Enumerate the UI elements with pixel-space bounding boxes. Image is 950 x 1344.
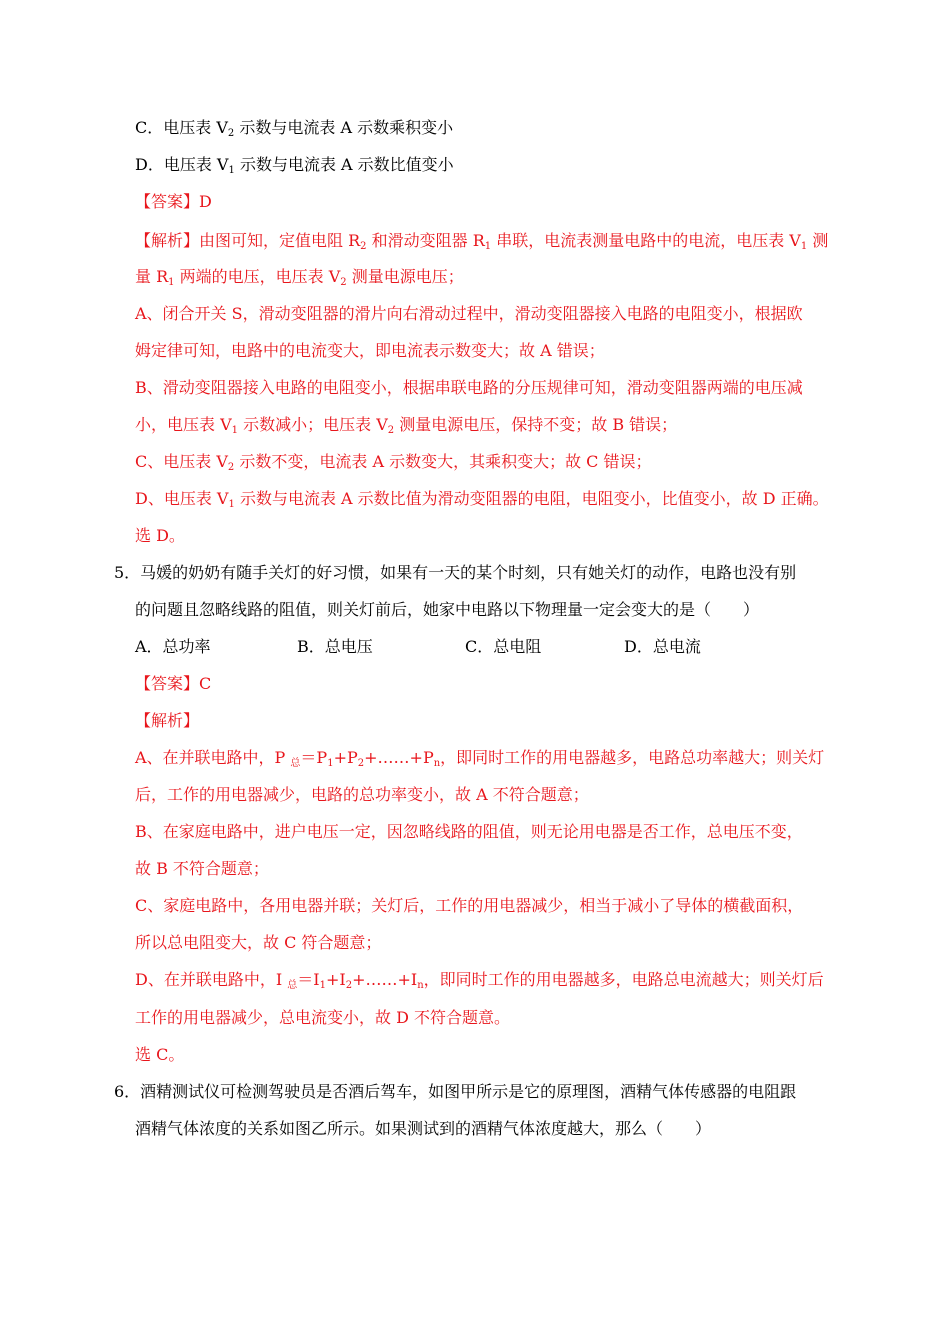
q4-analysis-line-8: D、电压表 $V_1$ 示数与电流表 A 示数比值为滑动变阻器的电阻，电阻变小，比值变小，故 D 正确。	[135, 489, 829, 510]
q6-stem-line-2: 酒精气体浓度的关系如图乙所示。如果测试到的酒精气体浓度越大，那么（ ）	[135, 1119, 712, 1138]
q5-analysis-line-1: A、在并联电路中，P $_总=P_1+P_2+\dots\dots+P_n$，即同时工作的用电器越多，电路总功率越大；则关灯	[135, 748, 825, 769]
q6-stem-line-1: 6．酒精测试仪可检测驾驶员是否酒后驾车，如图甲所示是它的原理图，酒精气体传感器的电阻跟	[114, 1082, 797, 1101]
q4-analysis-line-6: 小，电压表 $V_1$ 示数减小；电压表 $V_2$ 测量电源电压，保持不变；故 B 错误；	[135, 415, 678, 436]
q5-conclusion: 选 C。	[135, 1045, 185, 1064]
q5-analysis-line-3: B、在家庭电路中，进户电压一定，因忽略线路的阻值，则无论用电器是否工作，总电压不变，	[135, 822, 803, 841]
q5-stem-line-2: 的问题且忽略线路的阻值，则关灯前后，她家中电路以下物理量一定会变大的是（ ）	[135, 600, 760, 619]
q4-conclusion: 选 D。	[135, 526, 185, 545]
q4-option-d: D．电压表 $V_1$ 示数与电流表 A 示数比值变小	[135, 155, 454, 176]
q5-answer: 【答案】C	[135, 674, 212, 693]
q5-option-a: A．总功率	[135, 637, 211, 656]
q5-option-c: C．总电阻	[465, 637, 542, 656]
q4-analysis-line-3: A、闭合开关 S，滑动变阻器的滑片向右滑动过程中，滑动变阻器接入电路的电阻变小，根据欧	[135, 304, 803, 323]
q4-analysis-line-5: B、滑动变阻器接入电路的电阻变小，根据串联电路的分压规律可知，滑动变阻器两端的电压减	[135, 378, 803, 397]
q5-analysis-line-4: 故 B 不符合题意；	[135, 859, 269, 878]
q5-analysis-line-6: 所以总电阻变大，故 C 符合题意；	[135, 933, 382, 952]
q4-analysis-line-7: C、电压表 $V_2$ 示数不变，电流表 A 示数变大，其乘积变大；故 C 错误；	[135, 452, 652, 473]
q5-analysis-heading: 【解析】	[135, 711, 200, 730]
q4-analysis-line-4: 姆定律可知，电路中的电流变大，即电流表示数变大；故 A 错误；	[135, 341, 605, 360]
q5-analysis-line-2: 后，工作的用电器减少，电路的总功率变小，故 A 不符合题意；	[135, 785, 589, 804]
q5-analysis-line-5: C、家庭电路中，各用电器并联；关灯后，工作的用电器减少，相当于减小了导体的横截面积，	[135, 896, 804, 915]
q5-option-d: D．总电流	[624, 637, 701, 656]
q4-analysis-line-1: 【解析】由图可知，定值电阻 $R_2$ 和滑动变阻器 $R_1$ 串联，电流表测量电路中的电流，电压表 $V_1$ 测	[135, 231, 829, 252]
q5-stem-line-1: 5．马媛的奶奶有随手关灯的好习惯，如果有一天的某个时刻，只有她关灯的动作，电路也没有别	[114, 563, 797, 582]
q5-analysis-line-7: D、在并联电路中，I $_总=I_1+I_2+\dots\dots+I_n$，即同时工作的用电器越多，电路总电流越大；则关灯后	[135, 970, 824, 991]
q4-option-c: C．电压表 $V_2$ 示数与电流表 A 示数乘积变小	[135, 118, 454, 139]
q4-analysis-line-2: 量 $R_1$ 两端的电压，电压表 $V_2$ 测量电源电压；	[135, 267, 464, 288]
q5-analysis-line-8: 工作的用电器减少，总电流变小，故 D 不符合题意。	[135, 1008, 511, 1027]
q5-option-b: B．总电压	[297, 637, 373, 656]
q4-answer: 【答案】D	[135, 192, 212, 211]
